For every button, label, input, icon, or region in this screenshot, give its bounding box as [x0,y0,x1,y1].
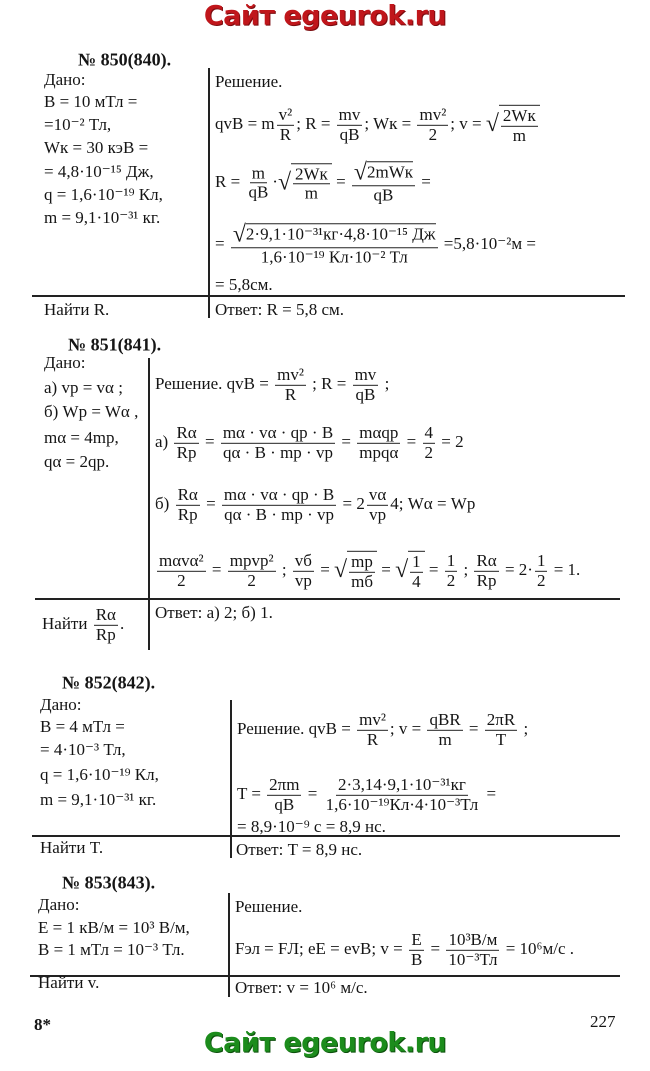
formula-text: = [417,171,431,191]
formula-text: R [366,729,379,749]
fraction-denominator [175,444,199,463]
fraction-denominator [338,126,362,145]
formula-text: mpqα [359,442,399,462]
fraction [353,366,379,404]
given-line: q = 1,6·10⁻¹⁹ Кл, [44,185,163,205]
solution-line [237,711,528,749]
fraction-denominator [372,186,396,205]
given-line: E = 1 кВ/м = 10³ В/м, [38,918,190,938]
formula-text: Решение. qvB = [237,718,356,738]
formula-text: qα · B · mp · vp [223,442,333,462]
radical-sign-icon: √ [353,159,367,186]
formula-text: mpvp² [229,550,274,570]
formula-text: Fэл = FЛ; eE = evB; v = [235,938,407,958]
problem-number: № 852(842). [62,672,156,693]
column-divider [148,358,150,650]
fraction-denominator [436,731,453,750]
formula-text: mα · vα · qp · B [223,484,335,504]
formula-text: 1 [536,550,546,570]
fraction-numerator [222,486,336,506]
formula-text: · [272,171,278,191]
formula-text: Найти T. [40,838,104,858]
fraction-denominator [427,126,440,145]
formula-text: а) [155,431,173,451]
formula-text: 2πm [269,774,300,794]
column-divider [208,68,210,318]
radical-sign-icon: √ [395,557,409,584]
fraction-denominator [259,248,410,267]
formula-text: ; [459,559,473,579]
formula-text: 4 [424,422,433,442]
solution-line [215,105,540,145]
fraction-denominator [494,731,508,750]
fraction-denominator [511,127,528,146]
fraction-numerator [277,106,295,126]
answer-separator [30,975,620,977]
formula-text: v² [278,104,293,124]
answer-line: Ответ: T = 8,9 нс. [236,840,363,860]
radical-sign-icon: √ [232,221,246,248]
fraction-denominator [324,796,481,815]
formula-text: 2·3,14·9,1·10⁻³¹кг [337,774,466,794]
formula-text: mv [338,104,361,124]
given-line: B = 1 мТл = 10⁻³ Тл. [38,940,185,960]
fraction [277,106,295,144]
problem-number: № 850(840). [78,49,172,70]
formula-text: 1,6·10⁻¹⁹ Кл·10⁻² Тл [260,247,408,267]
fraction [267,776,301,814]
formula-text: Решение. qvB = [155,373,274,393]
formula-text: m [438,729,452,749]
formula-text: 2 [536,570,546,590]
fraction-numerator [94,606,118,626]
formula-text: Rp [476,570,497,590]
answer-separator [32,295,625,297]
formula-text: R [279,124,292,144]
solution-line [235,931,574,969]
formula-text: 1 [446,550,456,570]
fraction-denominator [365,731,380,750]
given-line: qα = 2qp. [44,452,110,472]
given-label: Дано: [44,353,86,373]
solution-line [155,424,464,462]
problem-number: № 853(843). [62,872,156,893]
formula-text: =5,8·10⁻²м = [439,233,536,253]
fraction-denominator [246,183,270,202]
formula-text: . [119,613,125,633]
fraction [157,552,206,590]
square-root [354,161,413,185]
formula-text: qB [339,124,360,144]
solution-line [215,72,282,92]
given-line: Wк = 30 кэВ = [44,138,149,158]
formula-text: 2 [446,570,456,590]
fraction-numerator [176,486,200,506]
formula-text: 2πR [486,709,516,729]
fraction [246,164,270,202]
formula-text: vp [294,570,312,590]
formula-text: = [200,431,219,451]
fraction-numerator [367,486,388,506]
formula-text: Найти v. [38,973,100,993]
given-line: B = 4 мТл = [40,717,125,737]
formula-text: = [315,559,335,579]
fraction-numerator [293,552,314,572]
problem-number: № 851(841). [68,334,162,355]
formula-text: mб [351,571,373,591]
fraction-numerator [174,424,198,444]
fraction-numerator [231,223,438,248]
formula-text: Rα [177,484,198,504]
formula-text: = 10⁶м/с . [501,938,575,958]
formula-text: = [376,559,396,579]
fraction-numerator [349,553,375,573]
formula-text: T = [237,783,266,803]
fraction [357,424,400,462]
formula-text: B [410,949,423,969]
fraction [409,931,424,969]
find-line [42,606,124,644]
solution-line [155,551,580,591]
signature-mark: 8* [34,1015,51,1034]
formula-text: 4 [412,571,421,591]
fraction-denominator [367,506,388,525]
fraction-numerator [409,931,423,951]
fraction-numerator [293,165,330,185]
find-line [38,973,99,993]
formula-text: б) [155,493,174,513]
fraction [231,223,438,266]
fraction-numerator [417,106,448,126]
fraction-numerator [501,107,538,127]
radicand [246,223,436,247]
fraction-numerator [336,776,468,796]
formula-text: qBR [429,709,461,729]
formula-text: 4; Wα = Wp [390,493,476,513]
formula-text: = [402,431,421,451]
radical-sign-icon: √ [485,111,499,138]
answer-line: Ответ: а) 2; б) 1. [155,603,273,623]
fraction-denominator [222,506,336,525]
fraction [357,711,388,749]
fraction-numerator [423,424,436,444]
fraction [423,424,436,462]
formula-text: = [337,431,356,451]
fraction-denominator [446,951,499,970]
formula-text: Rα [476,550,497,570]
formula-text: R [284,384,297,404]
fraction-denominator [278,126,293,145]
formula-text: Решение. [235,897,303,917]
fraction-numerator [445,552,458,572]
square-root [395,551,425,591]
given-line: а) vp = vα ; [44,378,123,398]
formula-text: qvB = m [215,113,275,133]
fraction-denominator [410,573,423,592]
fraction [474,552,498,590]
formula-text: ; v = [389,718,426,738]
answer-line: Ответ: v = 10⁶ м/с. [235,978,368,998]
formula-text: R = [215,171,245,191]
formula-text: 2mWк [366,162,414,182]
formula-text: = 8,9·10⁻⁹ с = 8,9 нс. [237,817,386,837]
radicand [291,163,332,203]
solution-line [215,223,536,266]
fraction-denominator [349,573,375,592]
fraction-denominator [445,572,458,591]
given-line: q = 1,6·10⁻¹⁹ Кл, [40,765,159,785]
fraction-denominator [221,444,335,463]
fraction-denominator [94,626,118,645]
fraction [535,552,548,590]
formula-text: Найти R. [44,300,110,320]
formula-text: = [303,783,322,803]
square-root [486,105,540,145]
given-line: B = 10 мТл = [44,92,138,112]
solution-line [215,161,431,204]
formula-text: 2·9,1·10⁻³¹кг·4,8·10⁻¹⁵ Дж [245,224,436,244]
given-line: б) Wp = Wα , [44,402,139,422]
fraction-denominator [409,951,424,970]
solution-line [237,776,496,814]
formula-text: qB [355,384,376,404]
fraction-denominator [245,572,258,591]
fraction-numerator [410,553,423,573]
fraction [176,486,200,524]
formula-text: vα [368,484,387,504]
radicand [367,161,413,185]
fraction [485,711,517,749]
fraction-numerator [337,106,363,126]
given-line: mα = 4mp, [44,428,119,448]
formula-text: qB [274,794,295,814]
fraction [222,486,336,524]
fraction-numerator [485,711,517,731]
fraction [367,486,388,524]
find-line [40,838,103,858]
radical-sign-icon: √ [334,557,348,584]
given-line: = 4·10⁻³ Тл, [40,740,126,760]
formula-text: m [512,125,526,145]
formula-text: vp [369,504,387,524]
formula-text: mv [354,364,377,384]
formula-text: Найти [42,613,92,633]
formula-text: Rα [95,604,116,624]
fraction [228,552,276,590]
fraction-numerator [221,424,335,444]
fraction [293,552,314,590]
fraction [337,106,363,144]
formula-text: = 5,8см. [215,275,273,295]
formula-text: qB [248,182,269,202]
given-label: Дано: [44,70,86,90]
solution-line [215,275,273,295]
formula-text: E [411,929,422,949]
formula-text: 2Wк [295,163,328,183]
fraction [445,552,458,590]
formula-text: Решение. [215,72,283,92]
formula-text: 1,6·10⁻¹⁹Кл·4·10⁻³Тл [325,794,479,814]
fraction-denominator [272,796,296,815]
solution-line [237,817,386,837]
fraction-denominator [283,386,298,405]
formula-text: = [464,718,483,738]
fraction [446,931,499,969]
formula-text: = 2· [500,559,533,579]
fraction-numerator [353,366,379,386]
formula-text: = 1. [549,559,581,579]
formula-text: T [495,729,507,749]
site-watermark-top: Сайт egeurok.ru [203,0,447,32]
formula-text: 2Wк [502,105,536,125]
fraction-numerator [427,711,462,731]
formula-text: vб [294,550,312,570]
solution-line [155,366,389,404]
fraction-numerator [228,552,276,572]
given-label: Дано: [40,695,82,715]
answer-separator [35,598,620,600]
formula-text: = [215,233,229,253]
given-line: =10⁻² Тл, [44,115,112,135]
fraction-numerator [157,552,206,572]
formula-text: mv² [277,364,304,384]
formula-text: 2 [177,570,186,590]
given-label: Дано: [38,895,80,915]
formula-text: = 2 [338,493,365,513]
formula-text: ; R = [307,373,351,393]
site-watermark-bottom: Сайт egeurok.ru [203,1027,447,1059]
formula-text: qα · B · mp · vp [224,504,335,524]
fraction-numerator [535,552,548,572]
formula-text: mαvα² [159,550,204,570]
fraction-denominator [293,572,314,591]
fraction [324,776,481,814]
square-root [334,551,377,591]
answer-line: Ответ: R = 5,8 см. [215,300,345,320]
formula-text: ; v = [450,113,486,133]
formula-text: ; [380,373,390,393]
formula-text: m [251,162,265,182]
formula-text: ; [519,718,529,738]
formula-text: mp [351,551,373,571]
formula-text: 1 [412,551,421,571]
given-line: m = 9,1·10⁻³¹ кг. [44,208,161,228]
given-line: = 4,8·10⁻¹⁵ Дж, [44,162,154,182]
fraction-denominator [303,184,320,203]
square-root [278,163,332,203]
formula-text: mαqp [359,422,399,442]
formula-text: = [482,783,497,803]
fraction [427,711,462,749]
formula-text: mv² [359,709,386,729]
fraction-numerator [474,552,498,572]
fraction [352,161,415,204]
fraction-numerator [267,776,301,796]
formula-text: mα · vα · qp · B [222,422,334,442]
fraction-numerator [275,366,306,386]
formula-text: = 2 [437,431,464,451]
formula-text: = [207,559,226,579]
formula-text: qB [373,185,394,205]
formula-text: = [331,171,350,191]
find-line [44,300,109,320]
formula-text: 2 [424,442,433,462]
solution-line [235,897,302,917]
fraction-numerator [250,164,267,184]
square-root [233,223,436,247]
fraction-numerator [357,711,388,731]
formula-text: = [426,938,445,958]
fraction-denominator [176,506,200,525]
fraction [221,424,335,462]
fraction-numerator [352,161,415,186]
formula-text: 2 [428,124,438,144]
formula-text: 2 [247,570,256,590]
formula-text: ; [277,559,291,579]
solution-line [155,486,475,524]
page-number: 227 [590,1012,616,1031]
fraction [410,553,423,591]
fraction-numerator [357,424,400,444]
fraction-denominator [175,572,188,591]
fraction-denominator [475,572,499,591]
fraction [94,606,118,644]
fraction-numerator [446,931,499,951]
fraction [417,106,448,144]
radicand [408,551,425,591]
fraction [293,165,330,203]
formula-text: mv² [419,104,447,124]
fraction-denominator [535,572,548,591]
formula-text: ; R = [296,113,335,133]
formula-text: Rp [176,442,197,462]
radicand [499,105,540,145]
formula-text: Rα [176,422,197,442]
formula-text: m [304,183,319,203]
given-line: m = 9,1·10⁻³¹ кг. [40,790,157,810]
fraction [349,553,375,591]
fraction [174,424,198,462]
formula-text: ; Wк = [364,113,416,133]
formula-text: Rp [177,504,198,524]
fraction-denominator [357,444,400,463]
formula-text: = [424,559,443,579]
radicand [347,551,377,591]
formula-text: 10⁻³Тл [448,949,498,969]
fraction [501,107,538,145]
formula-text: Rp [95,624,116,644]
column-divider [228,893,230,997]
formula-text: = [201,493,220,513]
fraction [275,366,306,404]
radical-sign-icon: √ [277,169,292,196]
fraction-denominator [354,386,378,405]
fraction-denominator [423,444,436,463]
formula-text: 10³В/м [448,929,498,949]
